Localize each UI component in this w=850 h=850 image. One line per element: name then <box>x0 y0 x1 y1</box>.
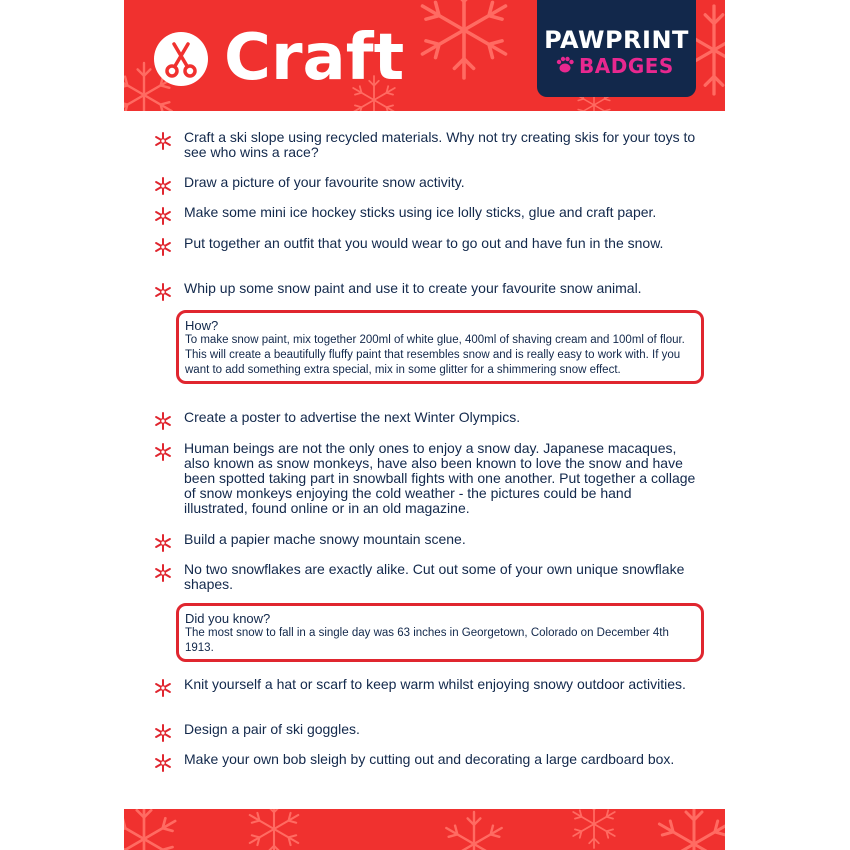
brand-name-top: PAWPRINT <box>544 26 689 54</box>
item-text: Craft a ski slope using recycled materials. Why not try creating skis for your toys to see who wins a race? <box>184 129 696 160</box>
snowflake-bullet-icon <box>154 443 172 461</box>
item-text: Create a poster to advertise the next Winter Olympics. <box>184 409 521 425</box>
brand-logo <box>537 0 696 97</box>
snowflake-bullet-icon <box>154 724 172 742</box>
how-box-heading: How? <box>185 318 219 333</box>
snowflake-bullet-icon <box>154 283 172 301</box>
snowflake-bullet-icon <box>154 534 172 552</box>
snowflake-pattern <box>124 809 725 850</box>
item-text: Draw a picture of your favourite snow activity. <box>184 174 465 190</box>
how-info-box <box>176 310 704 384</box>
snowflake-bullet-icon <box>154 207 172 225</box>
snowflake-bullet-icon <box>154 564 172 582</box>
snowflake-bullet-icon <box>154 412 172 430</box>
item-text: Put together an outfit that you would wear to go out and have fun in the snow. <box>184 235 664 251</box>
snowflake-bullet-icon <box>154 177 172 195</box>
fact-box-body: The most snow to fall in a single day was 63 inches in Georgetown, Colorado on December 4th 1913. <box>185 627 669 654</box>
snowflake-bullet-icon <box>154 679 172 697</box>
item-text: Human beings are not the only ones to enjoy a snow day. Japanese macaques, also known as snow monkeys, have also been known to love the snow and have been spotted taking part in snowball fights with one another. Put together a collage of snow monkeys enjoying the cold weather - the pictures could be hand illustrated, found online or in an old magazine. <box>184 440 696 516</box>
snowflake-bullet-icon <box>154 754 172 772</box>
paw-icon <box>555 55 575 75</box>
snowflake-bullet-icon <box>154 132 172 150</box>
item-text: Design a pair of ski goggles. <box>184 721 360 737</box>
item-text: No two snowflakes are exactly alike. Cut out some of your own unique snowflake shapes. <box>184 561 685 592</box>
footer-banner <box>124 809 725 850</box>
page-title: Craft <box>224 21 405 95</box>
item-text: Whip up some snow paint and use it to create your favourite snow animal. <box>184 280 642 296</box>
brand-name-bottom: BADGES <box>579 54 674 78</box>
scissors-icon <box>154 32 208 86</box>
item-text: Build a papier mache snowy mountain scene. <box>184 531 466 547</box>
header-banner <box>124 0 725 111</box>
worksheet-page <box>124 0 725 850</box>
item-text: Knit yourself a hat or scarf to keep warm whilst enjoying snowy outdoor activities. <box>184 676 686 692</box>
fact-info-box <box>176 603 704 662</box>
item-text: Make some mini ice hockey sticks using ice lolly sticks, glue and craft paper. <box>184 204 657 220</box>
snowflake-bullet-icon <box>154 238 172 256</box>
item-text: Make your own bob sleigh by cutting out and decorating a large cardboard box. <box>184 751 675 767</box>
fact-box-heading: Did you know? <box>185 611 271 626</box>
how-box-body: To make snow paint, mix together 200ml of white glue, 400ml of shaving cream and 100ml of flour. This will create a beautifully fluffy paint that resembles snow and is really easy to work with. If you want to add something extra special, mix in some glitter for a shimmering snow effect. <box>185 334 685 376</box>
